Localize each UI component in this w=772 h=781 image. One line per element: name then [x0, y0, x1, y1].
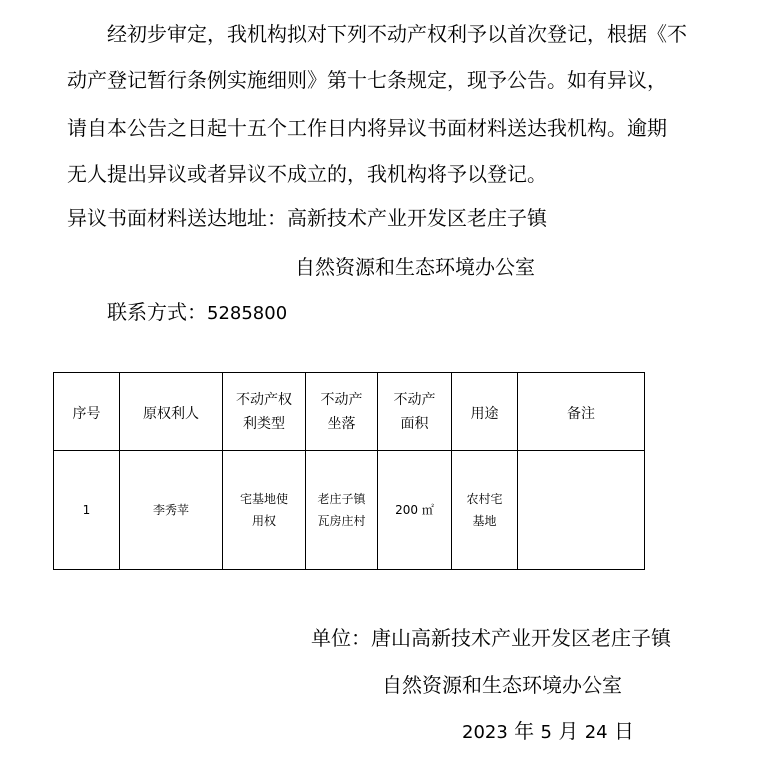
notice-paragraph-line: 请自本公告之日起十五个工作日内将异议书面材料送达我机构。逾期: [67, 116, 667, 140]
header-remark: 备注: [518, 373, 645, 451]
header-original-owner: 原权利人: [120, 373, 223, 451]
cell-index: 1: [54, 451, 120, 570]
contact-info: [107, 300, 287, 326]
notice-paragraph-line: 无人提出异议或者异议不成立的，我机构将予以登记。: [67, 162, 547, 186]
issuing-office: 自然资源和生态环境办公室: [382, 673, 622, 697]
objection-address-label: 异议书面材料送达地址：: [67, 206, 287, 230]
contact-phone: 5285800: [207, 303, 288, 324]
cell-original-owner: 李秀苹: [120, 451, 223, 570]
date-day: 24: [584, 722, 608, 743]
unit-name: 唐山高新技术产业开发区老庄子镇: [371, 626, 671, 650]
header-area: 不动产 面积: [378, 373, 452, 451]
notice-paragraph-line: 经初步审定，我机构拟对下列不动产权利予以首次登记，根据《不: [107, 22, 687, 46]
date-month-char: 月: [558, 719, 579, 743]
header-right-type: 不动产权 利类型: [223, 373, 306, 451]
contact-label: 联系方式：: [107, 300, 207, 324]
unit-label: 单位：: [311, 626, 371, 650]
cell-right-type: 宅基地使 用权: [223, 451, 306, 570]
cell-location: 老庄子镇 瓦房庄村: [306, 451, 378, 570]
cell-remark: [518, 451, 645, 570]
registration-table: [53, 372, 645, 570]
objection-address: [67, 206, 547, 230]
date-day-char: 日: [613, 719, 634, 743]
header-location: 不动产 坐落: [306, 373, 378, 451]
objection-address-office: 自然资源和生态环境办公室: [295, 255, 535, 279]
notice-paragraph-line: 动产登记暂行条例实施细则》第十七条规定，现予公告。如有异议，: [67, 68, 667, 92]
header-index: 序号: [54, 373, 120, 451]
table-header-row: [54, 373, 645, 451]
cell-usage: 农村宅 基地: [452, 451, 518, 570]
date-year: 2023: [462, 722, 508, 743]
issue-date: [462, 719, 634, 745]
issuing-unit: [311, 626, 671, 650]
table-row: [54, 451, 645, 570]
date-year-char: 年: [514, 719, 535, 743]
cell-area: 200 ㎡: [378, 451, 452, 570]
objection-address-value: 高新技术产业开发区老庄子镇: [287, 206, 547, 230]
header-usage: 用途: [452, 373, 518, 451]
date-month: 5: [540, 722, 552, 743]
